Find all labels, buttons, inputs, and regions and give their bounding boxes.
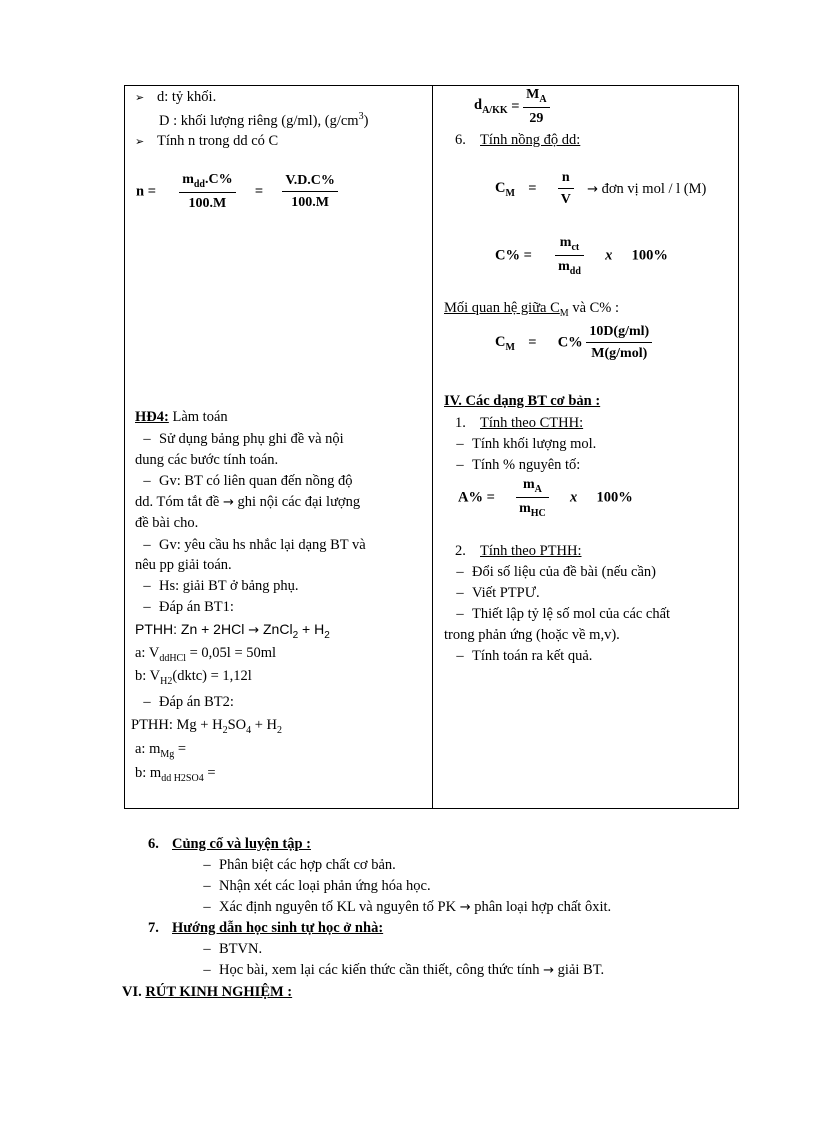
hd4-dash-3: – Gv: yêu cầu hs nhắc lại dạng BT và (143, 537, 366, 553)
arrow-right-icon: → (543, 963, 555, 978)
right-dash-3: – Đổi số liệu của đề bài (nếu cần) (456, 564, 656, 580)
column-divider (432, 85, 433, 809)
pthh-1: PTHH: Zn + 2HCl → ZnCl$_2$ + $H_2$ (135, 621, 330, 641)
answer-a1: a: $V_{ddHCl} = 0,05l = 50ml$ (135, 645, 277, 664)
relation-heading: Mối quan hệ giữa $C_M$ và C% : (444, 300, 620, 319)
right-dash-5: – Thiết lập tỷ lệ số mol của các chất (456, 606, 671, 622)
section-6-item-3: – Xác định nguyên tố KL và nguyên tố PK → phân loại hợp chất ôxit. (203, 899, 612, 915)
formula-cpercent: C% = $\frac{m_{ct}}{m_{dd}}$ x 100% (495, 235, 668, 277)
left-line-density: ➢ d: tỷ khối. (135, 89, 217, 105)
fraction-cpercent: $\frac{m_{ct}}{m_{dd}}$ (555, 235, 584, 277)
hd4-heading: HĐ4: Làm toán (135, 409, 228, 425)
hd4-dash-3b: nêu pp giải toán. (135, 557, 232, 573)
formula-n: n = $\frac{m_{dd}.C\%}{100.M}$ = $\frac{V.D.C\%}{100.M}$ (136, 172, 338, 212)
fraction-relation: $\frac{10D(g/ml)}{\text{M(g/mol)}}$ (586, 324, 652, 362)
fraction-n1: $\frac{m_{dd}.C\%}{100.M}$ (179, 172, 235, 212)
formula-cm: $C_M$ = $\frac{n}{V}$ → đơn vị mol / l (M) (495, 170, 707, 207)
right-dash-6: – Tính toán ra kết quả. (456, 648, 593, 664)
right-dash-4: – Viết PTPƯ. (456, 585, 540, 601)
right-item-2: 2. Tính theo PTHH: (455, 543, 582, 559)
section-vi-title: VI. RÚT KINH NGHIỆM : (122, 984, 293, 1000)
arrow-right-icon: → (222, 495, 234, 510)
fraction-density: $\frac{M_A}{29}$ (523, 87, 549, 127)
right-dash-1: – Tính khối lượng mol. (456, 436, 597, 452)
right-dash-5b: trong phản ứng (hoặc về m,v). (444, 627, 620, 643)
left-line-mass-density: D : khối lượng riêng (g/ml), $(g/cm^3)$ (159, 111, 369, 129)
bullet-arrow-icon: ➢ (135, 135, 145, 148)
hd4-dash-4: – Hs: giải BT ở bảng phụ. (143, 578, 299, 594)
formula-relative-density: $d_{A/KK}$ = $\frac{M_A}{29}$ (474, 87, 550, 127)
fraction-apercent: $\frac{m_A}{m_{HC}}$ (516, 477, 549, 519)
right-item-6: 6. Tính nồng độ dd: (455, 132, 581, 148)
formula-apercent: A% = $\frac{m_A}{m_{HC}}$ x 100% (458, 477, 633, 519)
hd4-dash-5: – Đáp án BT1: (143, 599, 234, 615)
answer-b2: b: $m_{dd H2SO4}$ = (135, 765, 216, 784)
arrow-right-icon: → (248, 623, 260, 638)
hd4-dash-1: – Sử dụng bảng phụ ghi đề và nội (143, 431, 344, 447)
hd4-dash-2c: đề bài cho. (135, 515, 199, 531)
hd4-dash-1b: dung các bước tính toán. (135, 452, 279, 468)
answer-a2: a: $m_{Mg}$ = (135, 741, 187, 760)
section-6-item-2: – Nhận xét các loại phản ứng hóa học. (203, 878, 431, 894)
formula-relation: $C_M = C\%$ $\frac{10D(g/ml)}{\text{M(g/mol)}}$ (495, 324, 652, 362)
answer-b1: b: $V_{H2}(dktc) = 1,12l$ (135, 668, 252, 687)
section-6-title: 6. Củng cố và luyện tập : (148, 836, 311, 852)
section-7-title: 7. Hướng dẫn học sinh tự học ở nhà: (148, 920, 384, 936)
fraction-cm: $\frac{n}{V}$ (558, 170, 574, 208)
arrow-right-icon: → (459, 900, 471, 915)
hd4-dash-2: – Gv: BT có liên quan đến nồng độ (143, 473, 353, 489)
right-item-1: 1. Tính theo CTHH: (455, 415, 584, 431)
hd4-dash-6: – Đáp án BT2: (143, 694, 234, 710)
pthh-2: PTHH: $Mg + H_2SO_4 + H_2$ (131, 717, 283, 736)
left-line-calc-n: ➢ Tính n trong dd có C (135, 133, 279, 149)
section-iv-title: IV. Các dạng BT cơ bản : (444, 393, 601, 409)
section-6-item-1: – Phân biệt các hợp chất cơ bản. (203, 857, 396, 873)
section-7-item-1: – BTVN. (203, 941, 263, 957)
fraction-n2: $\frac{V.D.C\%}{100.M}$ (282, 173, 338, 211)
right-dash-2: – Tính % nguyên tố: (456, 457, 581, 473)
bullet-arrow-icon: ➢ (135, 91, 145, 104)
hd4-dash-2b: dd. Tóm tắt đề → ghi nội các đại lượng (135, 494, 361, 510)
section-7-item-2: – Học bài, xem lại các kiến thức cần thiết, công thức tính → giải BT. (203, 962, 605, 978)
arrow-right-icon: → (587, 181, 598, 197)
